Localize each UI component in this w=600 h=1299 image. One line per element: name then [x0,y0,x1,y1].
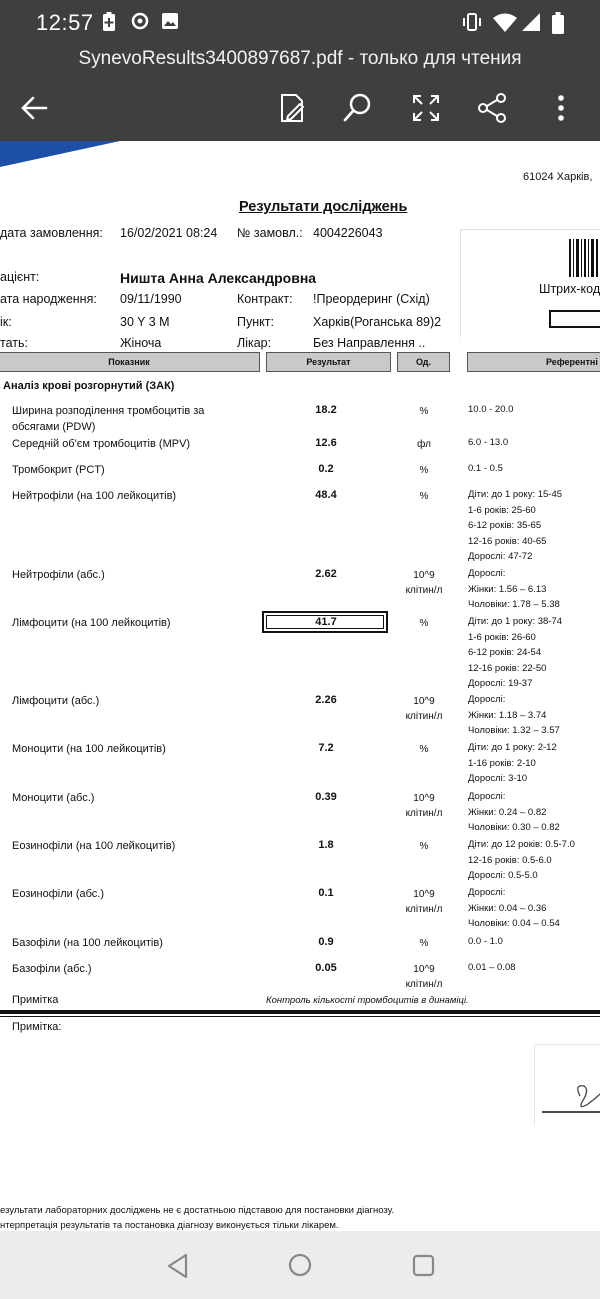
indicator-name-line-1: Тромбокрит (PCT) [12,464,105,476]
note-text: Контроль кількості тромбоцитів в динаміці. [266,995,469,1006]
reference-line: Дорослі: [468,568,506,579]
disclaimer-line-2: нтерпретація результатів та постановка діагнозу виконується тільки лікарем. [0,1220,339,1231]
row-reference-range [468,692,560,739]
row-result-value: 0.05 [315,962,337,974]
row-indicator-name [12,791,94,807]
row-reference-range [468,934,503,950]
row-reference-range [468,837,575,884]
back-arrow-icon[interactable] [16,90,52,126]
order-date-label: дата замовлення: [0,226,103,240]
row-result-value: 12.6 [315,437,337,449]
reference-line: 1-16 років: 2-10 [468,757,536,769]
unit-line-1: 10^9 [413,964,435,975]
row-result-value: 41.7 [315,616,337,628]
reference-line: 1-6 років: 26-60 [468,631,536,643]
nav-back-icon[interactable] [166,1253,190,1279]
row-indicator-name [12,463,105,479]
row-reference-range [468,614,562,692]
signal-icon [520,12,542,32]
reference-line: Жінки: 1.18 – 3.74 [468,709,547,721]
row-reference-range [468,885,560,932]
reference-line: Чоловіки: 1.32 – 3.57 [468,725,560,736]
navigation-bar [0,1231,600,1299]
unit-line-1: 10^9 [413,793,435,804]
row-indicator-name [12,568,105,584]
row-unit [394,962,454,992]
dob-label: ата народження: [0,292,97,306]
reference-line: Чоловіки: 1.78 – 5.38 [468,599,560,610]
battery-icon [552,12,564,34]
reference-line: 12-16 років: 40-65 [468,535,547,547]
edit-document-icon[interactable] [274,90,310,126]
indicator-name-line-1: Ширина розподілення тромбоцитів за [12,405,205,417]
divider [0,1010,600,1014]
row-reference-range [468,566,560,613]
indicator-name-line-1: Базофіли (абс.) [12,963,92,975]
brand-stripe [0,141,120,167]
row-indicator-name [12,887,104,903]
battery-saver-icon [102,12,116,32]
reference-line: 12-16 років: 0.5-6.0 [468,854,552,866]
doctor-value: Без Направлення .. [313,336,426,350]
row-reference-range [468,740,557,787]
row-result-value: 0.39 [315,791,337,803]
sex-value: Жіноча [120,336,162,350]
more-options-icon[interactable] [543,90,579,126]
unit-line-1: % [419,465,429,476]
age-label: ік: [0,315,12,329]
reference-line: Дорослі: 19-37 [468,678,533,689]
pdf-page[interactable] [0,141,600,1231]
reference-line: Чоловіки: 0.04 – 0.54 [468,918,560,929]
row-result-value: 2.26 [315,694,337,706]
share-icon[interactable] [474,90,510,126]
unit-line-2: клітин/л [405,711,443,722]
reference-line: Діти: до 1 року: 2-12 [468,742,557,753]
indicator-name-line-1: Еозинофіли (на 100 лейкоцитів) [12,840,176,852]
lab-address: 61024 Харків, [523,171,593,183]
reference-line: 6-12 років: 35-65 [468,520,542,531]
unit-line-1: 10^9 [413,889,435,900]
wifi-icon [492,12,518,32]
row-unit [394,887,454,917]
indicator-name-line-1: Моноцити (абс.) [12,792,95,804]
reference-line: 12-16 років: 22-50 [468,662,547,674]
note2-label: Примітка: [12,1021,62,1033]
row-unit [394,839,454,854]
indicator-name-line-1: Нейтрофіли (на 100 лейкоцитів) [12,490,177,502]
reference-line: Дорослі: 47-72 [468,551,533,562]
barcode-label: Штрих-код [539,282,600,296]
unit-line-1: % [419,841,429,852]
age-value: 30 Y 3 M [120,315,170,329]
row-unit [394,936,454,951]
reference-line: Дорослі: [468,791,506,802]
row-unit [394,404,454,419]
row-reference-range [468,435,508,451]
row-indicator-name [12,694,99,710]
column-header-unit: Од. [397,352,450,372]
reference-line: 10.0 - 20.0 [468,404,514,415]
indicator-name-line-1: Моноцити (на 100 лейкоцитів) [12,743,166,755]
nav-home-icon[interactable] [288,1253,312,1277]
signature [540,1076,600,1116]
note-label: Примітка [12,994,59,1006]
row-reference-range [468,402,513,418]
indicator-name-line-1: Нейтрофіли (абс.) [12,569,105,581]
status-time: 12:57 [36,10,94,35]
unit-line-1: фл [417,439,431,450]
section-title: Аналіз крові розгорнутий (ЗАК) [3,380,175,392]
column-header-reference: Референтні [467,352,600,372]
unit-line-2: клітин/л [405,979,443,990]
reference-line: 0.0 - 1.0 [468,936,503,947]
row-indicator-name [12,437,190,453]
reference-line: Дорослі: [468,694,506,705]
row-reference-range [468,461,503,477]
patient-name: Ништа Анна Александровна [120,270,317,286]
row-indicator-name [12,936,163,952]
reference-line: 0.1 - 0.5 [468,463,503,474]
fullscreen-icon[interactable] [408,90,444,126]
row-indicator-name [12,489,176,505]
unit-line-1: 10^9 [413,696,435,707]
indicator-name-line-1: Лімфоцити (абс.) [12,695,100,707]
unit-line-1: % [419,491,429,502]
contract-label: Контракт: [237,292,293,306]
column-header-indicator: Показник [0,352,260,372]
row-indicator-name [12,839,175,855]
document-title: SynevoResults3400897687.pdf - только для чтения [78,48,522,69]
point-label: Пункт: [237,315,274,329]
row-result-value: 18.2 [315,404,337,416]
indicator-name-line-1: Базофіли (на 100 лейкоцитів) [12,937,163,949]
indicator-name-line-1: Еозинофіли (абс.) [12,888,105,900]
sync-icon [131,12,149,30]
row-result-value: 0.9 [318,936,334,948]
search-icon[interactable] [340,90,376,126]
indicator-name-line-2: обсягами (PDW) [12,420,96,433]
unit-line-1: % [419,938,429,949]
reference-line: Дорослі: [468,887,506,898]
nav-recents-icon[interactable] [412,1254,436,1278]
barcode-number-box [549,310,600,328]
row-result-value: 2.62 [315,568,337,580]
dob-value: 09/11/1990 [120,292,182,306]
indicator-name-line-1: Середній об'єм тромбоцитів (MPV) [12,438,191,450]
row-result-value: 7.2 [318,742,334,754]
unit-line-2: клітин/л [405,904,443,915]
row-result-value: 0.1 [318,887,334,899]
reference-line: Дорослі: 3-10 [468,773,528,784]
reference-line: Чоловіки: 0.30 – 0.82 [468,822,560,833]
row-unit [394,694,454,724]
column-header-result: Результат [266,352,391,372]
row-unit [394,568,454,598]
order-number-label: № замовл.: [237,226,303,240]
unit-line-2: клітин/л [405,585,443,596]
reference-line: 1-6 років: 25-60 [468,504,536,516]
unit-line-1: 10^9 [413,570,435,581]
reference-line: Жінки: 0.24 – 0.82 [468,806,547,818]
divider-thin [0,1016,600,1017]
reference-line: Діти: до 1 року: 38-74 [468,616,563,627]
row-result-value: 48.4 [315,489,337,501]
row-unit [394,616,454,631]
reference-line: 6.0 - 13.0 [468,437,509,448]
row-unit [394,742,454,757]
reference-line: Дорослі: 0.5-5.0 [468,870,538,881]
contract-value: !Преордеринг (Схід) [313,292,430,306]
row-unit [394,791,454,821]
reference-line: Жінки: 1.56 – 6.13 [468,583,547,595]
row-reference-range [468,789,560,836]
row-reference-range [468,960,516,976]
vibrate-icon [462,12,482,32]
report-heading: Результати досліджень [239,199,408,215]
barcode [568,239,600,279]
row-result-value: 0.2 [318,463,334,475]
indicator-name-line-1: Лімфоцити (на 100 лейкоцитів) [12,617,171,629]
row-unit [394,437,454,452]
doctor-label: Лікар: [237,336,272,350]
status-bar [0,0,600,44]
row-indicator-name [12,742,166,758]
unit-line-1: % [419,744,429,755]
unit-line-1: % [419,618,429,629]
sex-label: тать: [0,336,28,350]
row-unit [394,489,454,504]
app-toolbar [0,44,600,141]
highlighted-result-box [262,611,388,633]
point-value: Харків(Роганська 89)2 [313,315,442,329]
row-result-value: 1.8 [318,839,334,851]
disclaimer-line-1: езультати лабораторних досліджень не є достатньою підставою для постановки діагнозу. [0,1205,395,1216]
unit-line-2: клітин/л [405,808,443,819]
row-indicator-name [12,616,171,632]
order-date-value: 16/02/2021 08:24 [120,226,218,240]
row-reference-range [468,487,562,565]
order-number-value: 4004226043 [313,226,383,240]
reference-line: 0.01 – 0.08 [468,962,516,973]
reference-line: Діти: до 12 років: 0.5-7.0 [468,839,575,850]
patient-label: ацієнт: [0,270,40,284]
row-indicator-name [12,962,92,978]
row-indicator-name [12,404,204,435]
reference-line: 6-12 років: 24-54 [468,647,542,658]
reference-line: Діти: до 1 року: 15-45 [468,489,563,500]
reference-line: Жінки: 0.04 – 0.36 [468,902,547,914]
gallery-icon [161,12,179,30]
unit-line-1: % [419,406,429,417]
row-unit [394,463,454,478]
